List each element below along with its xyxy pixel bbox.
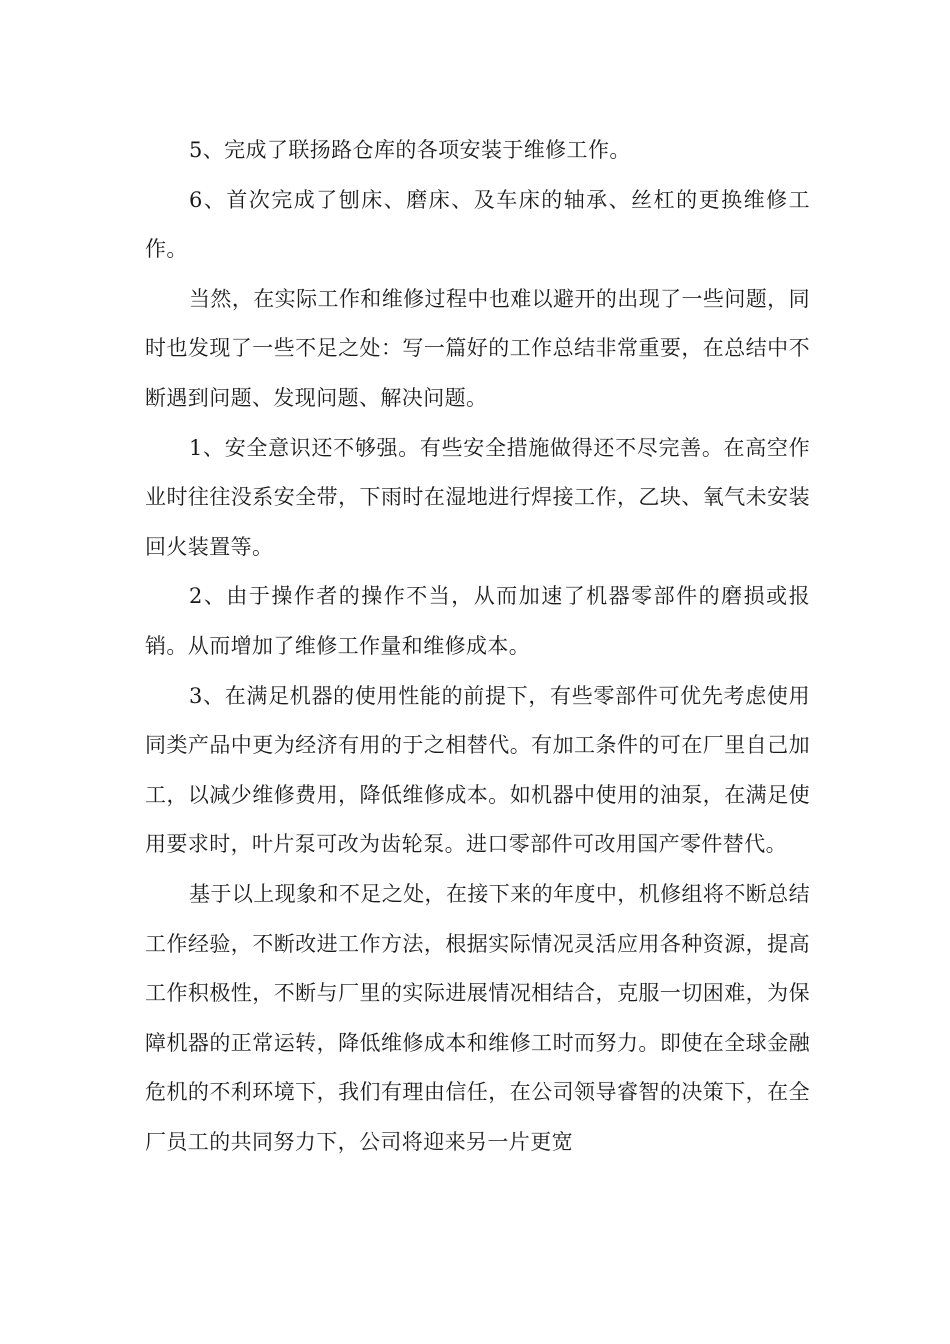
paragraph-problems-intro: 当然，在实际工作和维修过程中也难以避开的出现了一些问题，同时也发现了一些不足之处：写一篇好的工作总结非常重要，在总结中不断遇到问题、发现问题、解决问题。 [145,286,810,410]
paragraph-item-5: 5、完成了联扬路仓库的各项安装于维修工作。 [189,138,631,162]
paragraph-conclusion: 基于以上现象和不足之处，在接下来的年度中，机修组将不断总结工作经验，不断改进工作方法，根据实际情况灵活应用各种资源，提高工作积极性，不断与厂里的实际进展情况相结合，克服一切困难，为保障机器的正常运转，降低维修成本和维修工时而努力。即使在全球金融危机的不利环境下，我们有理由信任，在公司领导睿智的决策下，在全厂员工的共同努力下，公司将迎来另一片更宽 [145,881,810,1154]
paragraph-problem-3: 3、在满足机器的使用性能的前提下，有些零部件可优先考虑使用同类产品中更为经济有用的于之相替代。有加工条件的可在厂里自己加工，以减少维修费用，降低维修成本。如机器中使用的油泵，在满足使用要求时，叶片泵可改为齿轮泵。进口零部件可改用国产零件替代。 [145,683,810,857]
paragraph-problem-2: 2、由于操作者的操作不当，从而加速了机器零部件的磨损或报销。从而增加了维修工作量和维修成本。 [145,584,810,658]
paragraph-problem-1: 1、安全意识还不够强。有些安全措施做得还不尽完善。在高空作业时往往没系安全带，下雨时在湿地进行焊接工作，乙块、氧气未安装回火装置等。 [145,435,810,559]
paragraph-item-6: 6、首次完成了刨床、磨床、及车床的轴承、丝杠的更换维修工作。 [145,187,810,262]
document-body [145,126,810,1167]
